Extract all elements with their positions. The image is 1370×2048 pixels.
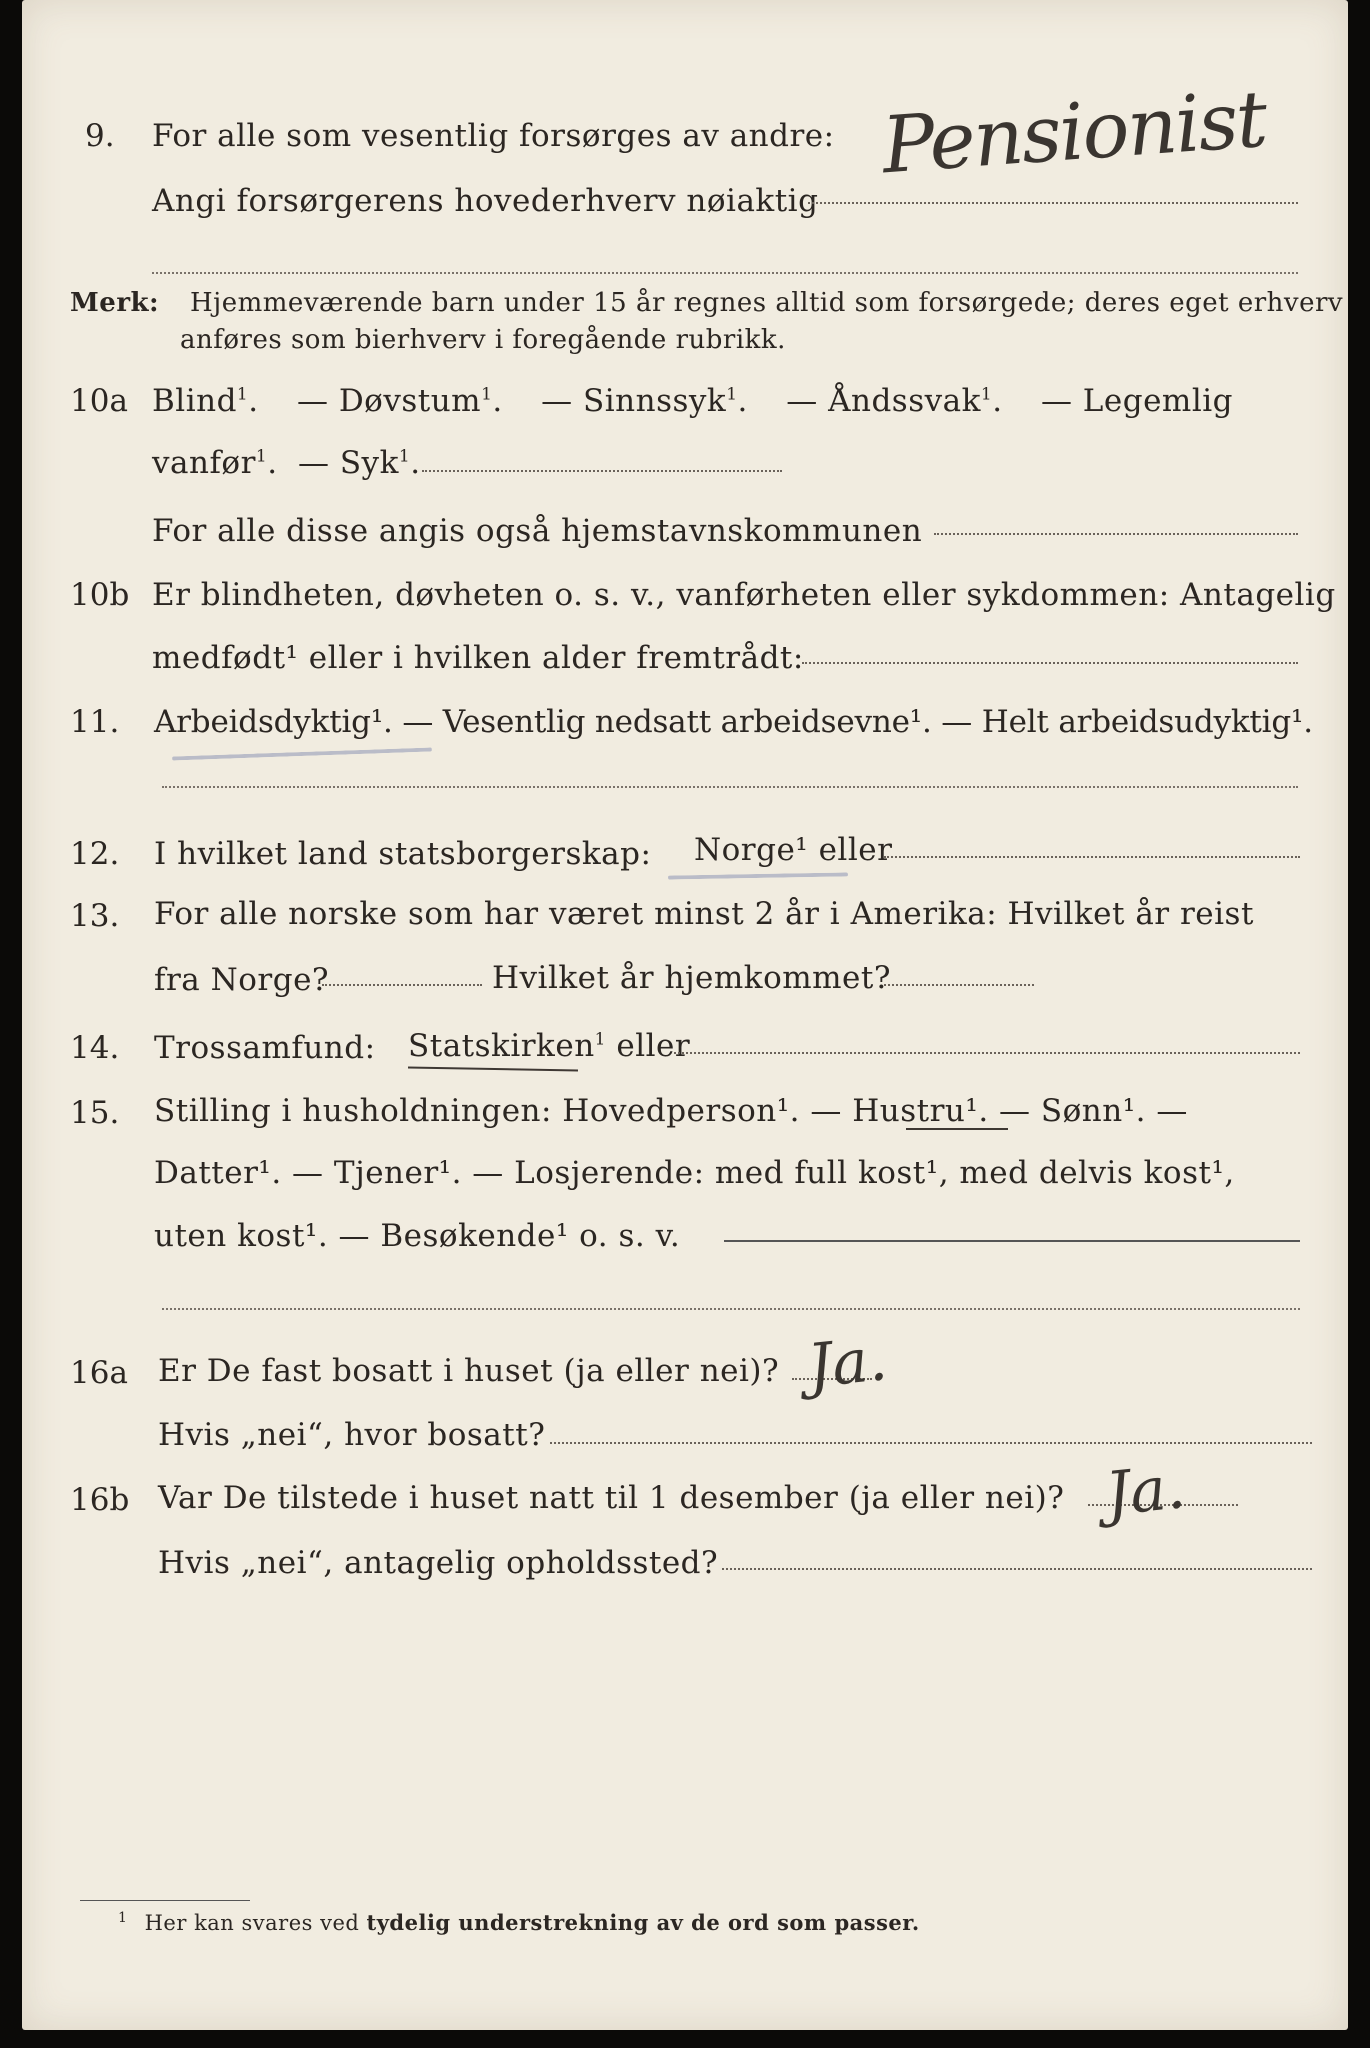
q16a-line2: Hvis „nei“, hvor bosatt?: [158, 1417, 546, 1453]
q9-handwritten-answer: Pensionist: [879, 74, 1269, 192]
merk-line2: anføres som bierhverv i foregående rubrikk.: [180, 325, 786, 355]
q10a-andssvak: — Åndssvak: [786, 383, 981, 419]
census-form-page: [22, 0, 1348, 2030]
q10a-number: 10a: [70, 383, 128, 419]
q10a-line2: vanfør$^1$. — Syk$^1$.: [152, 445, 421, 481]
q12-number: 12.: [70, 836, 120, 872]
q11-pencil-underline: [172, 747, 432, 760]
q15-line2: Datter¹. — Tjener¹. — Losjerende: med full kost¹, med delvis kost¹,: [154, 1155, 1235, 1191]
q10b-line2: medfødt¹ eller i hvilken alder fremtrådt:: [152, 640, 804, 676]
q16a-number: 16a: [70, 1355, 128, 1391]
q14-statskirken: Statskirken: [408, 1028, 595, 1064]
q15-hustru-underline: [906, 1128, 1008, 1130]
q10b-number: 10b: [70, 577, 130, 613]
footnote: [118, 1910, 920, 1935]
q15-answer-line: [724, 1240, 1300, 1242]
q13-reist-line: [322, 984, 482, 986]
q11-number: 11.: [70, 704, 120, 740]
q10b-line1: Er blindheten, døvheten o. s. v., vanførheten eller sykdommen: Antagelig: [152, 577, 1336, 613]
q10a-syk: — Syk: [297, 445, 399, 481]
q13-line2b: Hvilket år hjemkommet?: [492, 960, 891, 996]
q9-line1: For alle som vesentlig forsørges av andre:: [152, 118, 835, 154]
q10a-legemlig: — Legemlig: [1040, 383, 1233, 419]
q12-answer-line: [884, 856, 1300, 858]
q16a-handwritten-answer: Ja.: [804, 1324, 891, 1402]
q15-line3: uten kost¹. — Besøkende¹ o. s. v.: [154, 1218, 681, 1254]
q15-number: 15.: [70, 1095, 120, 1131]
q9-answer-line: [808, 202, 1298, 204]
q13-hjemkommet-line: [884, 984, 1034, 986]
q10a-kommune-line: [934, 533, 1298, 535]
q10a-dovstum: — Døvstum: [296, 383, 482, 419]
footnote-rule: [80, 1900, 250, 1901]
q14-tail: eller: [616, 1028, 691, 1064]
q14-option: Statskirken$^1$ eller: [408, 1028, 691, 1064]
q9-blank-line: [152, 272, 1298, 274]
q10a-line1: Blind$^1$. — Døvstum$^1$. — Sinnssyk$^1$. — Åndssvak$^1$. — Legemlig: [152, 383, 1233, 419]
merk-line1: Hjemmeværende barn under 15 år regnes alltid som forsørgede; deres eget erhverv: [190, 288, 1344, 318]
q10a-line3: For alle disse angis også hjemstavnskommunen: [152, 513, 923, 549]
q12-pencil-underline: [668, 872, 848, 879]
q16b-opholdssted-line: [722, 1568, 1312, 1570]
q9-line2: Angi forsørgerens hovederhverv nøiaktig: [152, 183, 819, 219]
q9-number: 9.: [85, 118, 115, 154]
q14-answer-line: [674, 1052, 1300, 1054]
q11-line1: Arbeidsdyktig¹. — Vesentlig nedsatt arbeidsevne¹. — Helt arbeidsudyktig¹.: [154, 704, 1313, 740]
q15-blank-line: [162, 1308, 1300, 1310]
q14-ink-underline: [408, 1067, 578, 1072]
q16b-number: 16b: [70, 1482, 130, 1518]
q10a-vanfor: vanfør: [152, 445, 256, 481]
footnote-bold-text: tydelig understrekning av de ord som passer.: [366, 1910, 920, 1935]
q14-text: Trossamfund:: [154, 1030, 376, 1066]
merk-label: Merk:: [70, 288, 160, 318]
q11-blank-line: [162, 786, 1298, 788]
footnote-plain-text: Her kan svares ved: [144, 1911, 360, 1935]
q16b-line2: Hvis „nei“, antagelig opholdssted?: [158, 1545, 719, 1581]
q16a-bosatt-line: [550, 1442, 1312, 1444]
q12-text: I hvilket land statsborgerskap:: [154, 836, 652, 872]
q10a-syk-line: [422, 470, 782, 472]
q10a-blind: Blind: [152, 383, 237, 419]
footnote-mark: 1: [118, 1910, 128, 1926]
q10b-answer-line: [802, 662, 1298, 664]
q16a-line1: Er De fast bosatt i huset (ja eller nei)?: [158, 1353, 780, 1389]
q14-number: 14.: [70, 1030, 120, 1066]
q16b-handwritten-answer: Ja.: [1102, 1452, 1189, 1530]
q13-line1: For alle norske som har været minst 2 år i Amerika: Hvilket år reist: [154, 896, 1254, 932]
q12-option: Norge¹ eller: [694, 832, 893, 868]
q10a-sinnssyk: — Sinnssyk: [541, 383, 727, 419]
q16b-line1: Var De tilstede i huset natt til 1 desember (ja eller nei)?: [158, 1480, 1065, 1516]
q13-number: 13.: [70, 898, 120, 934]
q13-line2a: fra Norge?: [154, 962, 330, 998]
q15-line1: Stilling i husholdningen: Hovedperson¹. — Hustru¹. — Sønn¹. —: [154, 1093, 1188, 1129]
